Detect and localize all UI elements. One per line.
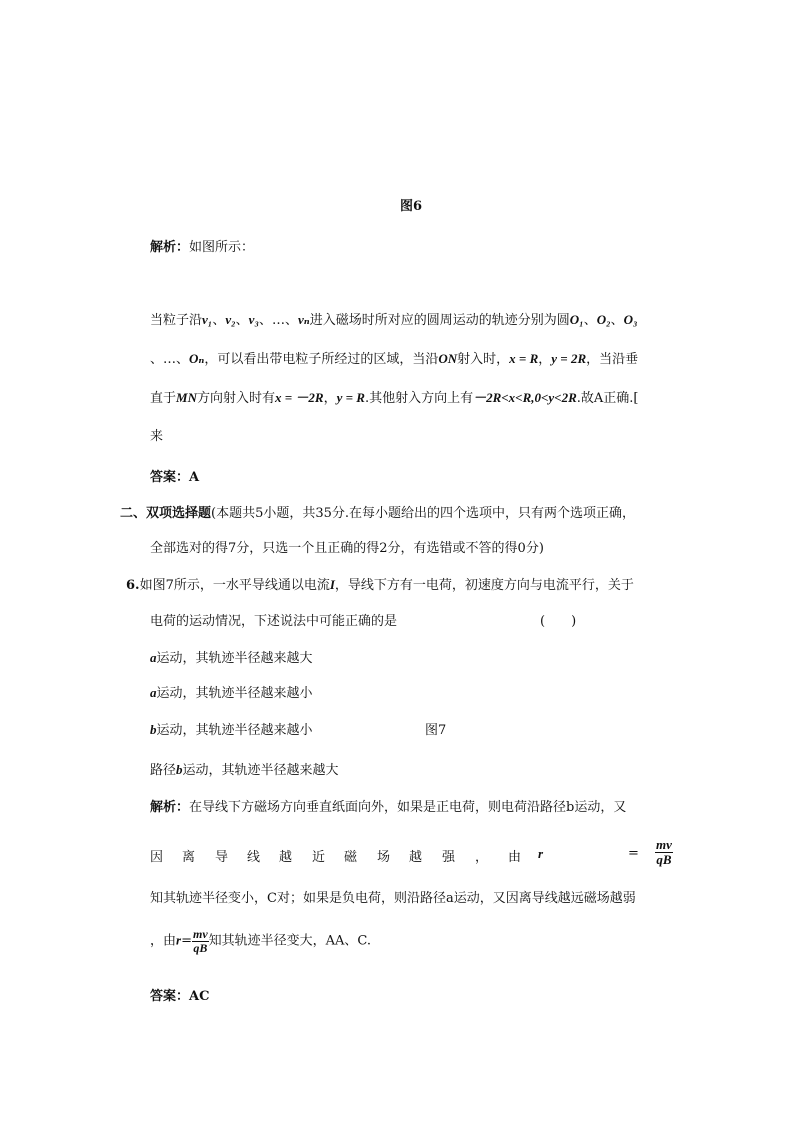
char: 由 [508, 850, 522, 865]
text: 如图7所示，一水平导线通以电流 [139, 578, 330, 593]
text: 运动，其轨迹半径越来越大 [156, 651, 313, 666]
section-2-desc-2: 全部选对的得7分，只选一个且正确的得2分，有选错或不答的得0分) [150, 541, 544, 556]
answer-label: 答案： [150, 989, 190, 1004]
option-4 [150, 759, 339, 778]
var-b: b [150, 722, 157, 737]
equals: = [628, 846, 639, 861]
numerator: mv [656, 837, 672, 852]
section-2-line-1 [120, 502, 635, 521]
analysis-1-heading [150, 236, 254, 255]
char: 因 [150, 850, 164, 865]
comma: ， [538, 352, 552, 367]
section-2-heading: 二、双项选择题 [120, 506, 212, 521]
sep: 、 [235, 313, 249, 328]
analysis-1-line-2 [150, 348, 638, 367]
answer-1 [150, 466, 199, 485]
text: ，当沿垂 [586, 352, 639, 367]
char: 导 [215, 850, 229, 865]
figure-6-caption: 图6 [400, 199, 423, 214]
fraction-mv-qb [192, 928, 209, 954]
equation-y-r: y = R [336, 390, 365, 405]
text: 进入磁场时所对应的圆周运动的轨迹分别为圆 [309, 313, 570, 328]
analysis-intro: 如图所示： [189, 240, 255, 255]
equation-x-neg2r: x = －2R [274, 390, 324, 405]
answer-value: AC [189, 989, 210, 1004]
var-v3: v₃ [248, 312, 259, 327]
answer-blank-paren: ( ) [540, 614, 577, 629]
text: 在导线下方磁场方向垂直纸面向外，如果是正电荷，则电荷沿路径b运动，又 [189, 800, 627, 815]
answer-label: 答案： [150, 470, 190, 485]
option-2 [150, 682, 313, 701]
ellipsis: … [272, 313, 285, 328]
sep: 、 [212, 313, 226, 328]
text: ，可以看出带电粒子所经过的区域，当沿 [204, 352, 439, 367]
var-v1: v₁ [202, 312, 213, 327]
sep: 、 [258, 313, 272, 328]
analysis-1-line-4: 来 [150, 429, 164, 444]
answer-value: A [189, 470, 200, 485]
text: 方向射入时有 [196, 391, 275, 406]
question-number: 6. [126, 578, 140, 593]
var-a: a [150, 685, 157, 700]
var-vn: vₙ [298, 312, 310, 327]
var-I: I [329, 577, 335, 592]
text: 直于 [150, 391, 177, 406]
analysis-label: 解析： [150, 800, 190, 815]
var-o1: O₁ [569, 312, 584, 327]
var-b: b [176, 762, 183, 777]
char: 磁 [344, 850, 358, 865]
answer-2 [150, 985, 209, 1004]
var-r: r [538, 846, 544, 861]
question-6-line-1 [126, 574, 634, 593]
text: 、…、 [150, 352, 190, 367]
inequality-range: －2R<x<R,0<y<2R [473, 390, 577, 405]
text: ，导线下方有一电荷，初速度方向与电流平行，关于 [334, 578, 634, 593]
char: 离 [182, 850, 196, 865]
text: .故A正确.[ [576, 391, 639, 406]
var-MN: MN [176, 390, 197, 405]
denominator: qB [193, 940, 208, 955]
comma: ， [323, 391, 337, 406]
sep: 、 [285, 313, 299, 328]
figure-7-caption: 图7 [425, 723, 447, 738]
char: 越 [409, 850, 423, 865]
var-o3: O₃ [623, 312, 638, 327]
char: 场 [377, 850, 391, 865]
char: 越 [279, 850, 293, 865]
char: 线 [247, 850, 261, 865]
analysis-2-line-4 [150, 928, 371, 954]
text: .其他射入方向上有 [364, 391, 474, 406]
sep: 、 [583, 313, 597, 328]
text: 运动，其轨迹半径越来越小 [156, 723, 313, 738]
var-o2: O₂ [596, 312, 611, 327]
char: 近 [312, 850, 326, 865]
var-a: a [150, 650, 157, 665]
text: 知其轨迹半径变大，AA、C. [208, 933, 372, 949]
sep: 、 [610, 313, 624, 328]
option-1 [150, 647, 313, 666]
section-2-desc-1: (本题共5小题，共35分.在每小题给出的四个选项中，只有两个选项正确， [211, 506, 636, 521]
text: ，由 [150, 933, 177, 949]
char: 强 [442, 850, 456, 865]
var-r: r [176, 932, 182, 948]
text: 当粒子沿 [150, 313, 203, 328]
var-v2: v₂ [225, 312, 236, 327]
equals: = [181, 933, 192, 949]
option-3 [150, 719, 313, 738]
text: 射入时， [457, 352, 510, 367]
var-ON: ON [438, 351, 458, 366]
text: 路径 [150, 763, 177, 778]
equation-x-r: x = R [509, 351, 539, 366]
numerator: mv [192, 927, 208, 941]
fraction-mv-qb [655, 838, 673, 866]
char: ， [475, 850, 489, 865]
analysis-1-line-1 [150, 309, 638, 328]
analysis-label: 解析： [150, 240, 190, 255]
question-6-line-2: 电荷的运动情况，下述说法中可能正确的是 [150, 614, 398, 629]
equation-y-2r: y = 2R [551, 351, 587, 366]
text: 运动，其轨迹半径越来越小 [156, 686, 313, 701]
denominator: qB [656, 851, 672, 867]
analysis-2-line-3: 知其轨迹半径变小，C对；如果是负电荷，则沿路径a运动，又因离导线越远磁场越弱 [150, 891, 636, 906]
text: 运动，其轨迹半径越来越大 [182, 763, 339, 778]
analysis-2-line-1 [150, 796, 626, 815]
var-on: Oₙ [189, 351, 205, 366]
analysis-1-line-3 [150, 387, 639, 406]
